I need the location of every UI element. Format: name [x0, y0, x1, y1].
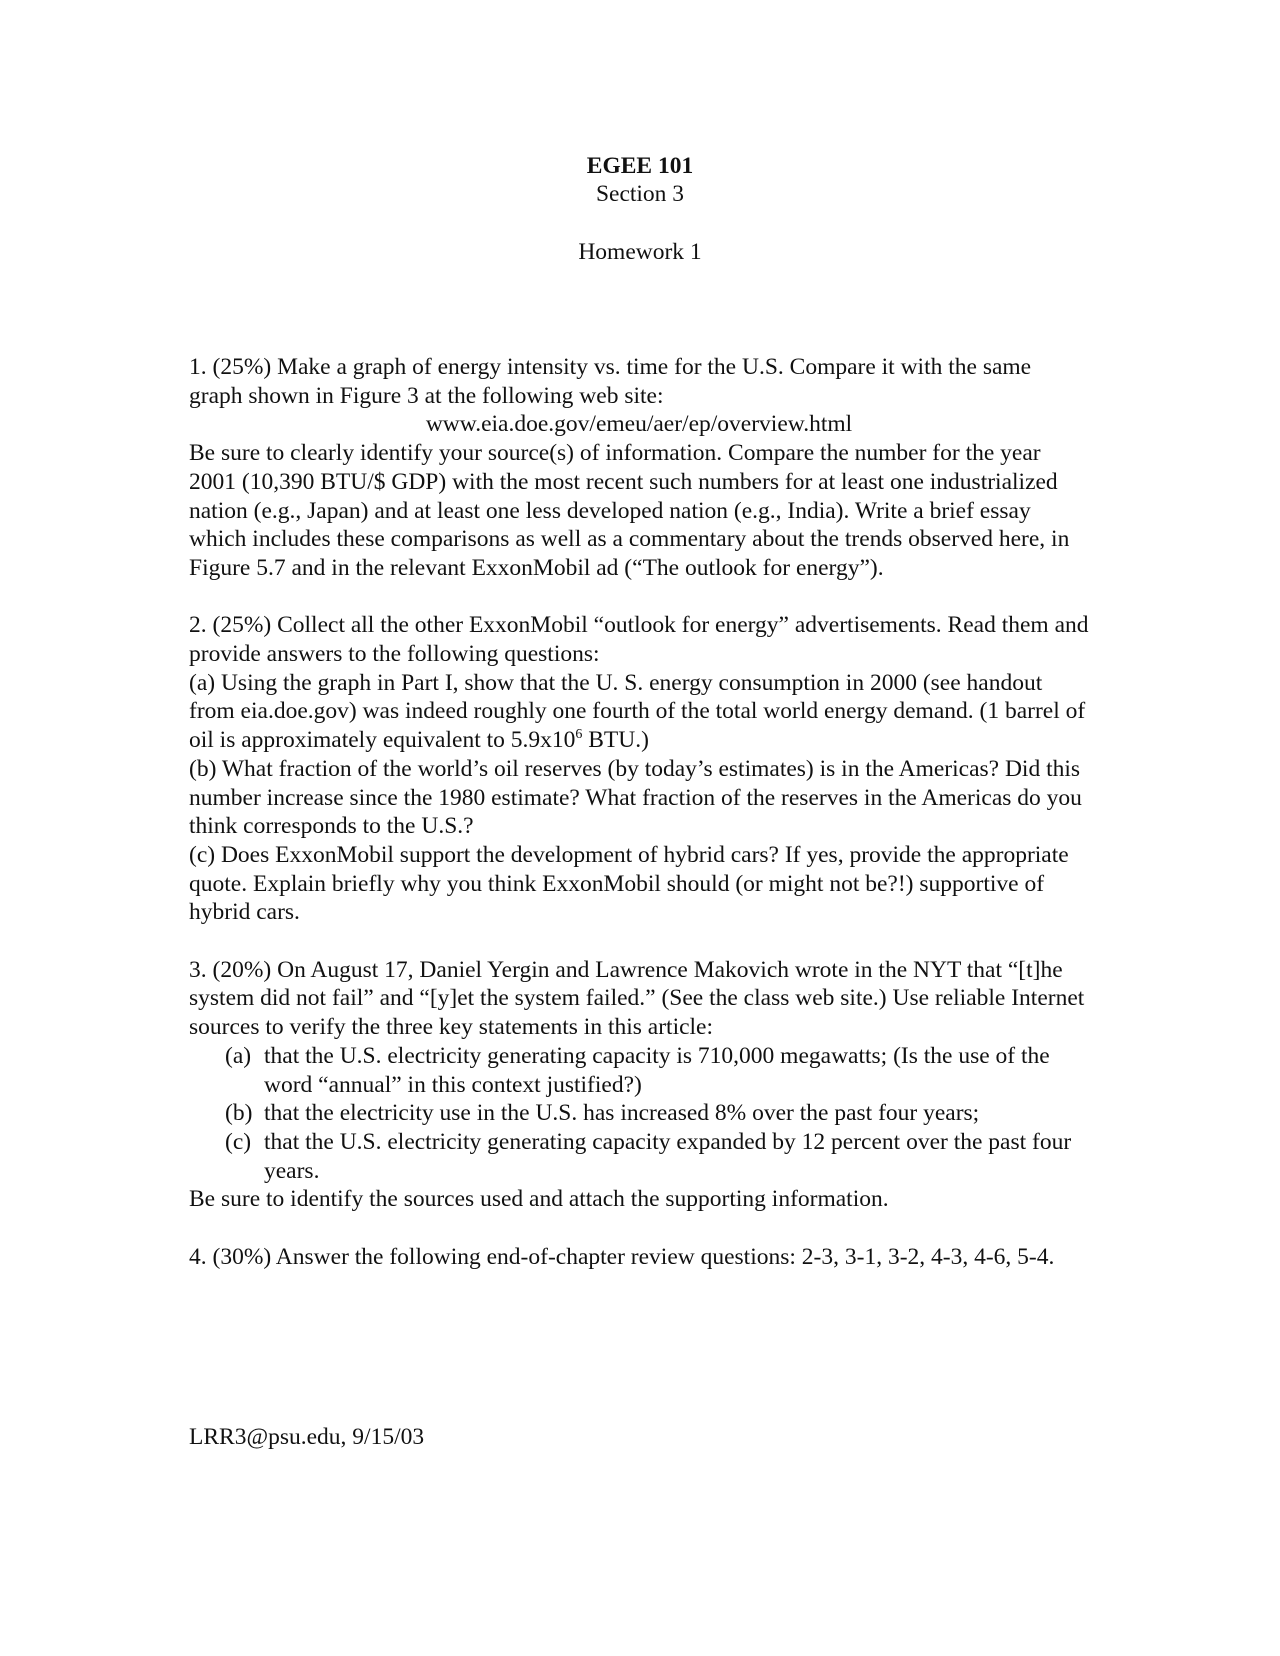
question-3-subitems: [189, 1042, 1089, 1186]
question-2-part-c: (c) Does ExxonMobil support the development of hybrid cars? If yes, provide the appropriate quote. Explain briefly why you think ExxonMobil should (or might not be?!) supportive of hybrid cars.: [189, 841, 1069, 926]
question-2-part-b: (b) What fraction of the world’s oil reserves (by today’s estimates) is in the Americas? Did this number increase since the 1980 estimate? What fraction of the reserves in the Americas do you think corresponds to the U.S.?: [189, 755, 1082, 840]
list-item: [189, 1099, 1089, 1128]
list-item-label: (c): [225, 1128, 252, 1155]
question-2-part-a: [189, 669, 1089, 755]
question-2-part-a-end: BTU.): [582, 727, 649, 754]
list-item: [189, 1042, 1089, 1099]
list-item-label: (a): [225, 1042, 252, 1069]
question-1-url: www.eia.doe.gov/emeu/aer/ep/overview.html: [425, 411, 853, 438]
footer-signature: LRR3@psu.edu, 9/15/03: [189, 1424, 425, 1450]
question-2-part-a-text: (a) Using the graph in Part I, show that the U. S. energy consumption in 2000 (see handout from eia.doe.gov) was indeed roughly one fourth of the total world energy demand. (1 barrel of oil is approximately equivalent to 5.9x10: [189, 669, 1086, 754]
question-3: [189, 956, 1089, 1214]
question-1-lead: 1. (25%) Make a graph of energy intensity vs. time for the U.S. Compare it with the same graph shown in Figure 3 at the following web site:: [189, 354, 1032, 409]
list-item: [189, 1128, 1089, 1185]
question-1: [189, 353, 1089, 583]
question-1-body: Be sure to clearly identify your source(s) of information. Compare the number for the year 2001 (10,390 BTU/$ GDP) with the most recent such numbers for at least one industrialized nation (e.g., Japan) and at least one less developed nation (e.g., India). Write a brief essay which includes these comparisons as well as a commentary about the trends observed here, in Figure 5.7 and in the relevant ExxonMobil ad (“The outlook for energy”).: [189, 440, 1070, 581]
question-list: [189, 353, 1089, 1271]
list-item-label: (b): [225, 1100, 253, 1127]
list-item-text: that the U.S. electricity generating capacity is 710,000 megawatts; (Is the use of the word “annual” in this context justified?): [264, 1042, 1050, 1098]
question-4-text: 4. (30%) Answer the following end-of-chapter review questions: 2-3, 3-1, 3-2, 4-3, 4-6, 5-4.: [189, 1243, 1055, 1270]
question-2: [189, 611, 1089, 927]
list-item-text: that the electricity use in the U.S. has increased 8% over the past four years;: [264, 1100, 980, 1127]
course-title: EGEE 101: [586, 153, 694, 179]
question-2-lead: 2. (25%) Collect all the other ExxonMobil “outlook for energy” advertisements. Read them and provide answers to the following questions:: [189, 612, 1089, 668]
assignment-title: Homework 1: [578, 239, 702, 265]
section-label: Section 3: [595, 181, 685, 207]
question-3-closing: Be sure to identify the sources used and attach the supporting information.: [189, 1186, 889, 1213]
question-4: [189, 1243, 1089, 1272]
list-item-text: that the U.S. electricity generating capacity expanded by 12 percent over the past four years.: [264, 1128, 1072, 1184]
exponent: 6: [575, 727, 583, 743]
question-3-lead: 3. (20%) On August 17, Daniel Yergin and Lawrence Makovich wrote in the NYT that “[t]he system did not fail” and “[y]et the system failed.” (See the class web site.) Use reliable Internet sources to verify the three key statements in this article:: [189, 956, 1085, 1041]
